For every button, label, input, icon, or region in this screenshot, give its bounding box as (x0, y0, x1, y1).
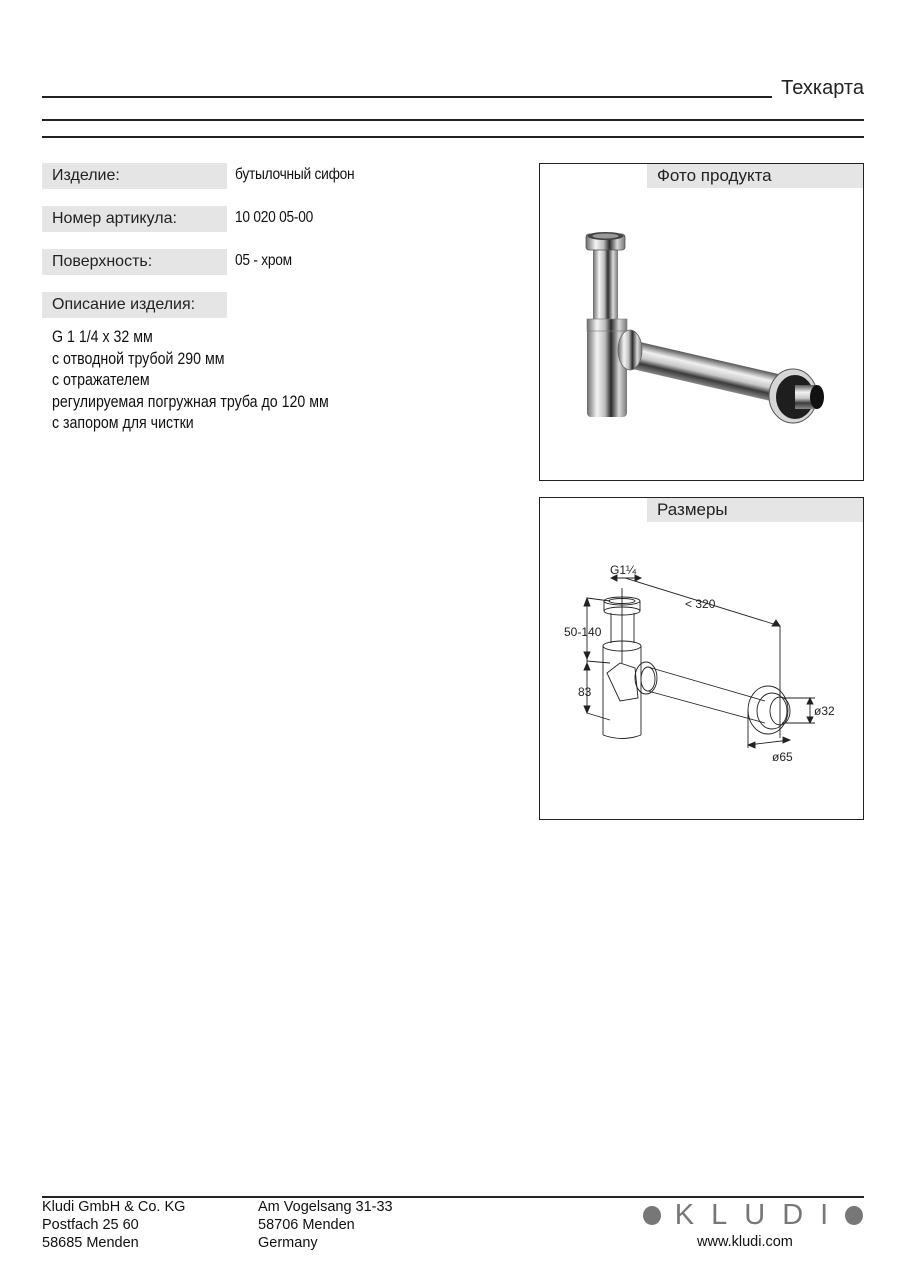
footer-line: Kludi GmbH & Co. KG (42, 1199, 186, 1215)
logo-dot-right-icon (845, 1206, 863, 1225)
upper-tube (593, 244, 618, 324)
footer-line: 58685 Menden (42, 1235, 139, 1251)
description-line: с запором для чистки (52, 414, 194, 432)
dim-height-adjust-label: 50-140 (564, 625, 602, 639)
dim-pipe-diameter-label: ø32 (814, 704, 835, 718)
description-line: регулируемая погружная труба до 120 мм (52, 392, 329, 411)
field-value-surface: 05 - хром (235, 252, 292, 269)
header-rule-1 (42, 96, 772, 98)
footer-line: Am Vogelsang 31-33 (258, 1199, 393, 1215)
dimension-drawing (540, 498, 865, 821)
description-list (52, 327, 329, 435)
dim-length-label: < 320 (685, 597, 716, 611)
header-rule-3 (42, 136, 864, 138)
description-line: с отводной трубой 290 мм (52, 349, 225, 368)
footer-line: Postfach 25 60 (42, 1217, 139, 1233)
footer-street-address (258, 1198, 393, 1252)
kludi-logo (643, 1198, 863, 1232)
dimensions-panel (539, 497, 864, 820)
description-line: с отражателем (52, 371, 150, 389)
dim-thread-label: G1¼ (610, 563, 637, 577)
outlet-pipe (621, 339, 783, 402)
description-line: G 1 1/4 x 32 мм (52, 328, 153, 346)
field-label-article: Номер артикула: (42, 206, 227, 232)
header-rule-2 (42, 119, 864, 121)
dim-height-lower-label: 83 (578, 685, 592, 699)
document-title: Техкарта (781, 77, 864, 99)
photo-panel-title: Фото продукта (647, 164, 863, 188)
footer-company-address (42, 1198, 185, 1252)
dim-rosette-diameter-label: ø65 (772, 750, 793, 764)
product-photo (540, 164, 865, 482)
field-label-product: Изделие: (42, 163, 227, 189)
logo-dot-left-icon (643, 1206, 661, 1225)
siphon-body (587, 319, 627, 417)
dimensions-panel-title: Размеры (647, 498, 863, 522)
website-link[interactable]: www.kludi.com (697, 1234, 793, 1250)
field-label-description: Описание изделия: (42, 292, 227, 318)
field-value-article: 10 020 05-00 (235, 209, 314, 226)
photo-panel (539, 163, 864, 481)
footer-line: Germany (258, 1235, 318, 1251)
field-value-product: бутылочный сифон (235, 166, 355, 183)
footer-line: 58706 Menden (258, 1217, 355, 1233)
field-label-surface: Поверхность: (42, 249, 227, 275)
logo-wordmark: KLUDI (674, 1198, 846, 1231)
